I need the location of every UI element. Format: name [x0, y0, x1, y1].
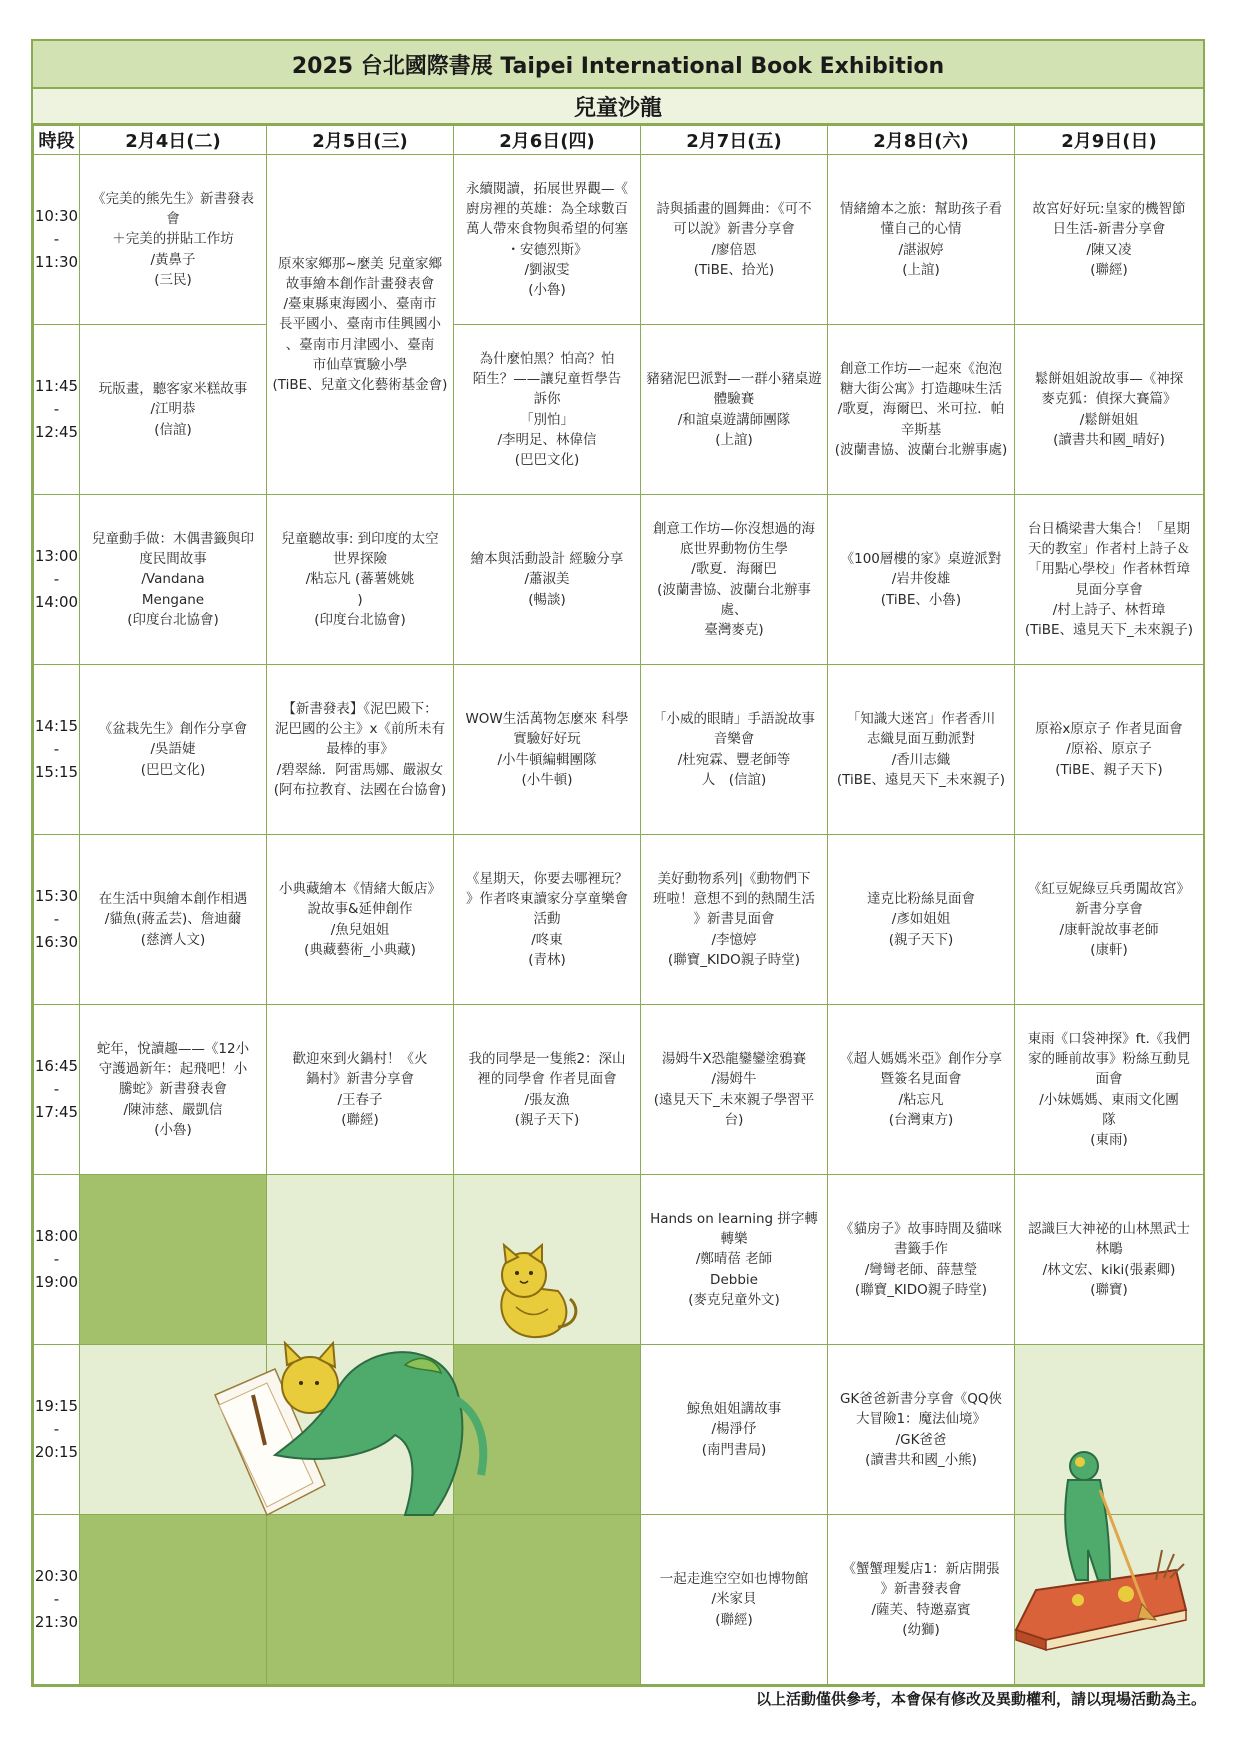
event-line: (聯寶_KIDO親子時堂): [854, 1281, 988, 1298]
col-header-feb7: 2月7日(五): [641, 126, 828, 155]
time-end: 17:45: [34, 1103, 79, 1122]
page-title: 2025 台北國際書展 Taipei International Book Exhibition: [33, 41, 1203, 89]
empty-cell: [80, 1345, 267, 1515]
event-line: 暨簽名見面會: [880, 1071, 962, 1088]
event-line: 情緒繪本之旅：幫助孩子看: [840, 201, 1002, 217]
event-line: 》新書見面會: [693, 911, 775, 928]
time-slot: [34, 495, 80, 665]
event-line: 見面分享會: [1075, 581, 1143, 598]
event-cell: [267, 1005, 454, 1175]
event-line: 陌生？——讓兒童哲學告: [472, 371, 622, 387]
event-line: /魚兒姐姐: [330, 921, 390, 938]
event-line: 臺灣麥克): [704, 622, 764, 638]
time-start: 14:15: [34, 716, 79, 735]
event-line: 湯姆牛X恐龍鑾鑾塗鴉賽: [661, 1051, 807, 1067]
empty-cell: [454, 1345, 641, 1515]
event-line: 廚房裡的英雄：為全球數百: [466, 201, 628, 217]
time-start: 16:45: [34, 1056, 79, 1075]
event-line: /GK爸爸: [895, 1431, 947, 1448]
event-line: 新書分享會: [1075, 901, 1143, 918]
event-line: /岩井俊雄: [891, 571, 951, 588]
col-header-feb6: 2月6日(四): [454, 126, 641, 155]
empty-cell: [1015, 1515, 1204, 1685]
event-line: (小牛頓): [521, 771, 573, 788]
time-sep: -: [53, 739, 60, 758]
time-end: 11:30: [34, 253, 79, 272]
event-line: 裡的同學會 作者見面會: [477, 1071, 617, 1088]
event-line: 糖大街公寓》打造趣味生活: [840, 381, 1002, 398]
event-line: /粘忘凡: [898, 1091, 944, 1108]
event-cell: [454, 835, 641, 1005]
empty-cell: [454, 1175, 641, 1345]
time-sep: -: [53, 1589, 60, 1608]
event-line: /蕭淑美: [524, 571, 570, 588]
event-line: 會: [166, 211, 180, 228]
event-line: (印度台北協會): [127, 611, 219, 628]
table-row: [34, 665, 1204, 835]
event-line: (親子天下): [514, 1111, 580, 1128]
event-line: (小魯): [528, 282, 566, 298]
event-line: /李憶婷: [711, 931, 757, 948]
event-line: (TiBE、遠見天下_未來親子): [836, 771, 1006, 788]
event-line: /陳又凌: [1086, 241, 1132, 258]
event-line: 兒童聽故事: 到印度的太空: [281, 530, 439, 547]
event-line: 底世界動物仿生學: [680, 541, 788, 557]
event-line: (三民): [154, 271, 192, 288]
event-cell: [828, 325, 1015, 495]
empty-cell: [267, 1345, 454, 1515]
event-line: 《盆栽先生》創作分享會: [98, 721, 248, 738]
event-line: /張友漁: [524, 1091, 570, 1108]
event-line: /原裕、原京子: [1066, 741, 1152, 758]
event-line: 實驗好好玩: [513, 731, 581, 748]
event-line: /林文宏、kiki(張素卿): [1042, 1261, 1176, 1278]
event-line: Mengane: [141, 591, 205, 608]
event-line: 我的同學是一隻熊2：深山: [468, 1051, 626, 1067]
event-line: /歌夏，海爾巴、米可拉．帕: [837, 401, 1005, 418]
event-line: (聯經): [1090, 261, 1128, 278]
event-line: (阿布拉教育、法國在台協會): [273, 781, 447, 798]
event-line: (TiBE、遠見天下_未來親子): [1024, 622, 1194, 638]
event-cell: [454, 325, 641, 495]
event-line: (TiBE、拾光): [693, 261, 775, 278]
event-line: ): [357, 591, 363, 608]
table-row: [34, 495, 1204, 665]
event-cell: [267, 665, 454, 835]
event-line: /黃鼻子: [150, 251, 196, 268]
event-line: (聯寶): [1090, 1281, 1128, 1298]
event-line: 創意工作坊—你沒想過的海: [653, 520, 815, 537]
event-line: (TiBE、小魯): [880, 591, 962, 608]
event-line: 小典藏繪本《情緒大飯店》: [279, 881, 441, 897]
event-cell: [267, 495, 454, 665]
event-line: 繪本與活動設計 經驗分享: [470, 551, 624, 568]
event-line: 美好動物系列|《動物們下: [657, 870, 811, 887]
event-line: 志織見面互動派對: [867, 731, 975, 748]
time-sep: -: [53, 229, 60, 248]
event-cell: [828, 665, 1015, 835]
time-start: 10:30: [34, 206, 79, 225]
event-line: /王春子: [337, 1091, 383, 1108]
event-cell: [80, 1005, 267, 1175]
event-line: 可以說》新書分享會: [673, 221, 795, 238]
event-line: 長平國小、臺南市佳興國小: [279, 316, 441, 333]
event-line: (康軒): [1090, 941, 1128, 958]
event-line: /和誼桌遊講師團隊: [677, 411, 791, 428]
event-line: 達克比粉絲見面會: [867, 891, 975, 908]
event-line: 家的睡前故事》粉絲互動見: [1028, 1051, 1190, 1067]
event-line: /劉淑雯: [524, 261, 570, 278]
time-start: 15:30: [34, 886, 79, 905]
time-slot: [34, 1515, 80, 1685]
event-line: /江明恭: [150, 401, 196, 418]
event-cell: [80, 495, 267, 665]
event-line: 鍋村》新書分享會: [306, 1071, 414, 1088]
event-line: 懂自己的心情: [880, 221, 962, 238]
event-line: 「小威的眼睛」手語說故事: [653, 711, 815, 727]
schedule-table: [33, 125, 1204, 1685]
time-slot: [34, 665, 80, 835]
event-line: /湯姆牛: [711, 1071, 757, 1088]
event-line: 班啦！意想不到的熱鬧生活: [653, 891, 815, 908]
event-line: /香川志織: [891, 751, 951, 768]
empty-cell: [267, 1175, 454, 1345]
event-cell: [828, 495, 1015, 665]
time-sep: -: [53, 1419, 60, 1438]
event-cell: [454, 665, 641, 835]
event-line: (波蘭書協、波蘭台北辦事處): [834, 441, 1008, 458]
time-start: 20:30: [34, 1566, 79, 1585]
event-line: 「別怕」: [520, 411, 574, 428]
event-cell: [828, 1175, 1015, 1345]
event-cell: [454, 495, 641, 665]
event-line: 最棒的事》: [326, 741, 394, 758]
footer-note: 以上活動僅供參考，本會保有修改及異動權利，請以現場活動為主。: [755, 1690, 1206, 1708]
table-row: [34, 1175, 1204, 1345]
event-cell: [641, 1005, 828, 1175]
event-line: (典藏藝術_小典藏): [304, 941, 416, 958]
event-cell: [1015, 1005, 1204, 1175]
event-line: 大冒險1：魔法仙境》: [855, 1411, 987, 1428]
event-line: (印度台北協會): [314, 611, 406, 628]
event-line: /鄭晴蓓 老師: [695, 1251, 773, 1268]
event-line: 東雨《口袋神探》ft.《我們: [1027, 1030, 1191, 1047]
event-cell: [1015, 835, 1204, 1005]
event-cell: [828, 1005, 1015, 1175]
event-line: 轉樂: [720, 1231, 748, 1248]
event-line: 在生活中與繪本創作相遇: [98, 891, 248, 908]
event-line: 市仙草實驗小學: [312, 356, 408, 373]
empty-cell: [267, 1515, 454, 1685]
event-cell: [80, 155, 267, 325]
event-line: 度民間故事: [139, 551, 207, 568]
schedule-sheet: [31, 39, 1205, 1687]
event-cell: [1015, 1175, 1204, 1345]
event-line: (巴巴文化): [140, 761, 206, 778]
event-cell: [1015, 155, 1204, 325]
header-row: [34, 126, 1204, 155]
event-cell: [641, 495, 828, 665]
event-line: /小牛頓編輯團隊: [497, 751, 597, 768]
event-cell: [828, 1515, 1015, 1685]
event-cell: [1015, 665, 1204, 835]
event-line: /米家貝: [711, 1591, 757, 1608]
col-header-feb5: 2月5日(三): [267, 126, 454, 155]
event-line: 《紅豆妮綠豆兵勇闖故宮》: [1028, 881, 1190, 897]
event-line: 世界探險: [333, 551, 387, 568]
event-line: 說故事&延伸創作: [307, 901, 413, 918]
table-row: [34, 835, 1204, 1005]
event-cell: [267, 835, 454, 1005]
event-line: (巴巴文化): [514, 452, 580, 468]
event-line: GK爸爸新書分享會《QQ俠: [839, 1391, 1003, 1407]
event-line: 日生活-新書分享會: [1052, 221, 1166, 238]
event-line: (麥克兒童外文): [688, 1291, 780, 1308]
event-line: (TiBE、兒童文化藝術基金會): [272, 377, 448, 394]
col-header-feb9: 2月9日(日): [1015, 126, 1204, 155]
event-cell: [80, 665, 267, 835]
event-line: (TiBE、親子天下): [1055, 761, 1163, 778]
event-line: 騰蛇》新書發表會: [119, 1081, 227, 1098]
col-header-time: 時段: [34, 126, 80, 155]
empty-cell: [454, 1515, 641, 1685]
event-line: 隊: [1102, 1111, 1116, 1128]
time-slot: [34, 155, 80, 325]
event-line: 「知識大迷宮」作者香川: [846, 711, 996, 727]
time-slot: [34, 1175, 80, 1345]
event-line: (聯寶_KIDO親子時堂): [667, 951, 801, 968]
event-line: 《100層樓的家》桌遊派對: [840, 551, 1002, 568]
event-cell: [641, 155, 828, 325]
time-start: 19:15: [34, 1396, 79, 1415]
event-cell: [1015, 495, 1204, 665]
event-line: (讀書共和國_晴好): [1053, 431, 1165, 448]
event-line: 故宮好好玩:皇家的機智節: [1032, 201, 1186, 217]
event-line: 歡迎來到火鍋村！《火: [292, 1051, 428, 1067]
event-cell: [828, 1345, 1015, 1515]
table-row: [34, 325, 1204, 495]
event-line: 認識巨大神祕的山林黑武士: [1028, 1221, 1190, 1237]
event-cell: [828, 155, 1015, 325]
time-sep: -: [53, 399, 60, 418]
time-end: 16:30: [34, 933, 79, 952]
time-end: 19:00: [34, 1273, 79, 1292]
event-line: 《蟹蟹理髮店1：新店開張: [842, 1561, 1000, 1577]
page-subtitle: 兒童沙龍: [33, 89, 1203, 125]
event-cell: [641, 1515, 828, 1685]
event-line: (上誼): [902, 261, 940, 278]
event-line: 訴你: [533, 391, 561, 408]
event-line: 鬆餅姐姐說故事—《神探: [1034, 371, 1184, 387]
event-line: /貓魚(蔣孟芸)、詹迪薾: [104, 911, 242, 928]
time-sep: -: [53, 1249, 60, 1268]
event-line: 林鵰: [1095, 1241, 1123, 1258]
event-line: 書籤手作: [894, 1241, 948, 1258]
event-line: 《星期天，你要去哪裡玩？: [466, 870, 628, 887]
event-line: /薩芙、特邀嘉賓: [871, 1601, 971, 1618]
table-row: [34, 1345, 1204, 1515]
event-line: /陳沛慈、嚴凱信: [123, 1101, 223, 1118]
event-line: 為什麼怕黑？怕高？怕: [479, 350, 615, 367]
event-line: 永續閱讀，拓展世界觀—《: [466, 180, 628, 197]
time-end: 20:15: [34, 1443, 79, 1462]
table-row: [34, 1515, 1204, 1685]
event-line: (聯經): [341, 1111, 379, 1128]
event-line: 【新書發表】《泥巴殿下：: [282, 700, 438, 717]
time-slot: [34, 835, 80, 1005]
event-line: (南門書局): [701, 1441, 767, 1458]
event-line: 鯨魚姐姐講故事: [686, 1401, 782, 1418]
event-cell: [641, 1345, 828, 1515]
event-line: /鬆餅姐姐: [1079, 411, 1139, 428]
event-line: (幼獅): [902, 1621, 940, 1638]
time-start: 13:00: [34, 546, 79, 565]
event-line: (台灣東方): [888, 1111, 954, 1128]
time-sep: -: [53, 1079, 60, 1098]
event-line: /Vandana: [141, 571, 205, 588]
event-line: (青林): [528, 951, 566, 968]
event-line: 天的教室」作者村上詩子＆: [1028, 541, 1190, 557]
col-header-feb4: 2月4日(二): [80, 126, 267, 155]
event-line: 台): [724, 1111, 744, 1128]
event-line: 麥克狐：偵探大賽篇》: [1041, 391, 1177, 408]
empty-cell: [80, 1175, 267, 1345]
event-line: ・安德烈斯》: [506, 241, 588, 258]
event-line: 人 (信誼): [701, 771, 767, 788]
event-line: 萬人帶來食物與希望的何塞: [466, 221, 628, 238]
event-line: WOW生活萬物怎麼來 科學: [465, 711, 629, 727]
event-line: 故事繪本創作計畫發表會: [285, 275, 435, 292]
event-line: /小妹媽媽、東雨文化團: [1039, 1091, 1179, 1108]
event-line: ＋完美的拼貼工作坊: [112, 231, 234, 248]
event-cell: [1015, 325, 1204, 495]
event-line: /歌夏．海爾巴: [691, 561, 777, 578]
event-line: 台日橋梁書大集合！「星期: [1028, 520, 1190, 537]
event-line: (遠見天下_未來親子學習平: [653, 1091, 815, 1108]
event-line: /康軒說故事老師: [1059, 921, 1159, 938]
empty-cell: [1015, 1345, 1204, 1515]
event-line: /彥如姐姐: [891, 911, 951, 928]
time-end: 15:15: [34, 763, 79, 782]
event-line: 《完美的熊先生》新書發表: [92, 190, 254, 207]
event-line: 》新書發表會: [880, 1581, 962, 1598]
col-header-feb8: 2月8日(六): [828, 126, 1015, 155]
event-line: (波蘭書協、波蘭台北辦事處、: [657, 581, 811, 618]
event-line: 原來家鄉那~麼美 兒童家鄉: [277, 255, 443, 272]
time-slot: [34, 1005, 80, 1175]
event-line: /吳語婕: [150, 741, 196, 758]
event-line: /咚東: [531, 931, 563, 948]
time-end: 14:00: [34, 593, 79, 612]
event-cell: [828, 835, 1015, 1005]
time-sep: -: [53, 909, 60, 928]
event-line: 「用點心學校」作者林哲璋: [1028, 561, 1190, 578]
event-line: 面會: [1095, 1071, 1123, 1088]
event-line: (讀書共和國_小熊): [865, 1451, 977, 1468]
event-line: 泥巴國的公主》x《前所未有: [275, 721, 445, 738]
event-line: (信誼): [154, 421, 192, 438]
event-line: 體驗賽: [713, 391, 755, 408]
event-line: 原裕x原京子 作者見面會: [1035, 721, 1183, 738]
event-cell: [454, 155, 641, 325]
event-cell: [267, 155, 454, 495]
time-end: 21:30: [34, 1613, 79, 1632]
event-line: /李明足、林偉信: [497, 431, 597, 448]
event-line: 守護過新年：起飛吧！小: [98, 1061, 248, 1078]
event-line: /彎彎老師、薛慧瑩: [864, 1261, 978, 1278]
event-line: Hands on learning 拼字轉: [650, 1210, 818, 1227]
time-slot: [34, 325, 80, 495]
event-line: Debbie: [710, 1271, 758, 1288]
event-cell: [641, 325, 828, 495]
time-end: 12:45: [34, 423, 79, 442]
event-line: 《貓房子》故事時間及貓咪: [840, 1221, 1002, 1237]
event-line: 玩版畫，聽客家米糕故事: [98, 381, 248, 398]
event-cell: [641, 835, 828, 1005]
event-line: 《超人媽媽米亞》創作分享: [840, 1051, 1002, 1067]
event-line: 》作者咚東讀家分享童樂會: [466, 891, 628, 908]
event-line: 蛇年，悅讀趣——《12小: [96, 1040, 250, 1057]
empty-cell: [80, 1515, 267, 1685]
event-line: 辛斯基: [900, 421, 942, 438]
event-line: /碧翠絲．阿雷馬娜、嚴淑女: [276, 761, 444, 778]
event-line: (暢談): [528, 591, 566, 608]
event-line: 音樂會: [713, 731, 755, 748]
event-line: /杜宛霖、豐老師等: [677, 751, 791, 768]
event-line: (小魯): [154, 1121, 192, 1138]
event-cell: [80, 325, 267, 495]
event-line: (上誼): [715, 431, 753, 448]
event-line: /廖倍恩: [711, 241, 757, 258]
event-cell: [454, 1005, 641, 1175]
event-line: 、臺南市月津國小、臺南: [285, 336, 435, 353]
table-row: [34, 1005, 1204, 1175]
event-cell: [641, 1175, 828, 1345]
time-slot: [34, 1345, 80, 1515]
event-line: 活動: [533, 911, 561, 928]
event-line: /楊淨伃: [711, 1421, 757, 1438]
time-sep: -: [53, 569, 60, 588]
event-line: 詩與插畫的圓舞曲：《可不: [656, 201, 812, 217]
event-line: /村上詩子、林哲璋: [1052, 601, 1166, 618]
event-line: (東雨): [1090, 1132, 1128, 1148]
event-line: 兒童動手做：木偶書籤與印: [92, 530, 254, 547]
event-line: (聯經): [715, 1611, 753, 1628]
event-line: 豬豬泥巴派對—一群小豬桌遊: [646, 371, 822, 387]
time-start: 11:45: [34, 376, 79, 395]
event-line: (親子天下): [888, 931, 954, 948]
event-cell: [80, 835, 267, 1005]
table-row: [34, 155, 1204, 325]
event-line: /粘忘凡 (蕃薯姚姚: [305, 571, 415, 588]
event-line: (慈濟人文): [140, 931, 206, 948]
time-start: 18:00: [34, 1226, 79, 1245]
event-line: /諶淑婷: [898, 241, 944, 258]
event-line: /臺東縣東海國小、臺南市: [283, 296, 437, 313]
event-line: 創意工作坊—一起來《泡泡: [840, 360, 1002, 377]
event-cell: [641, 665, 828, 835]
event-line: 一起走進空空如也博物館: [659, 1571, 809, 1588]
